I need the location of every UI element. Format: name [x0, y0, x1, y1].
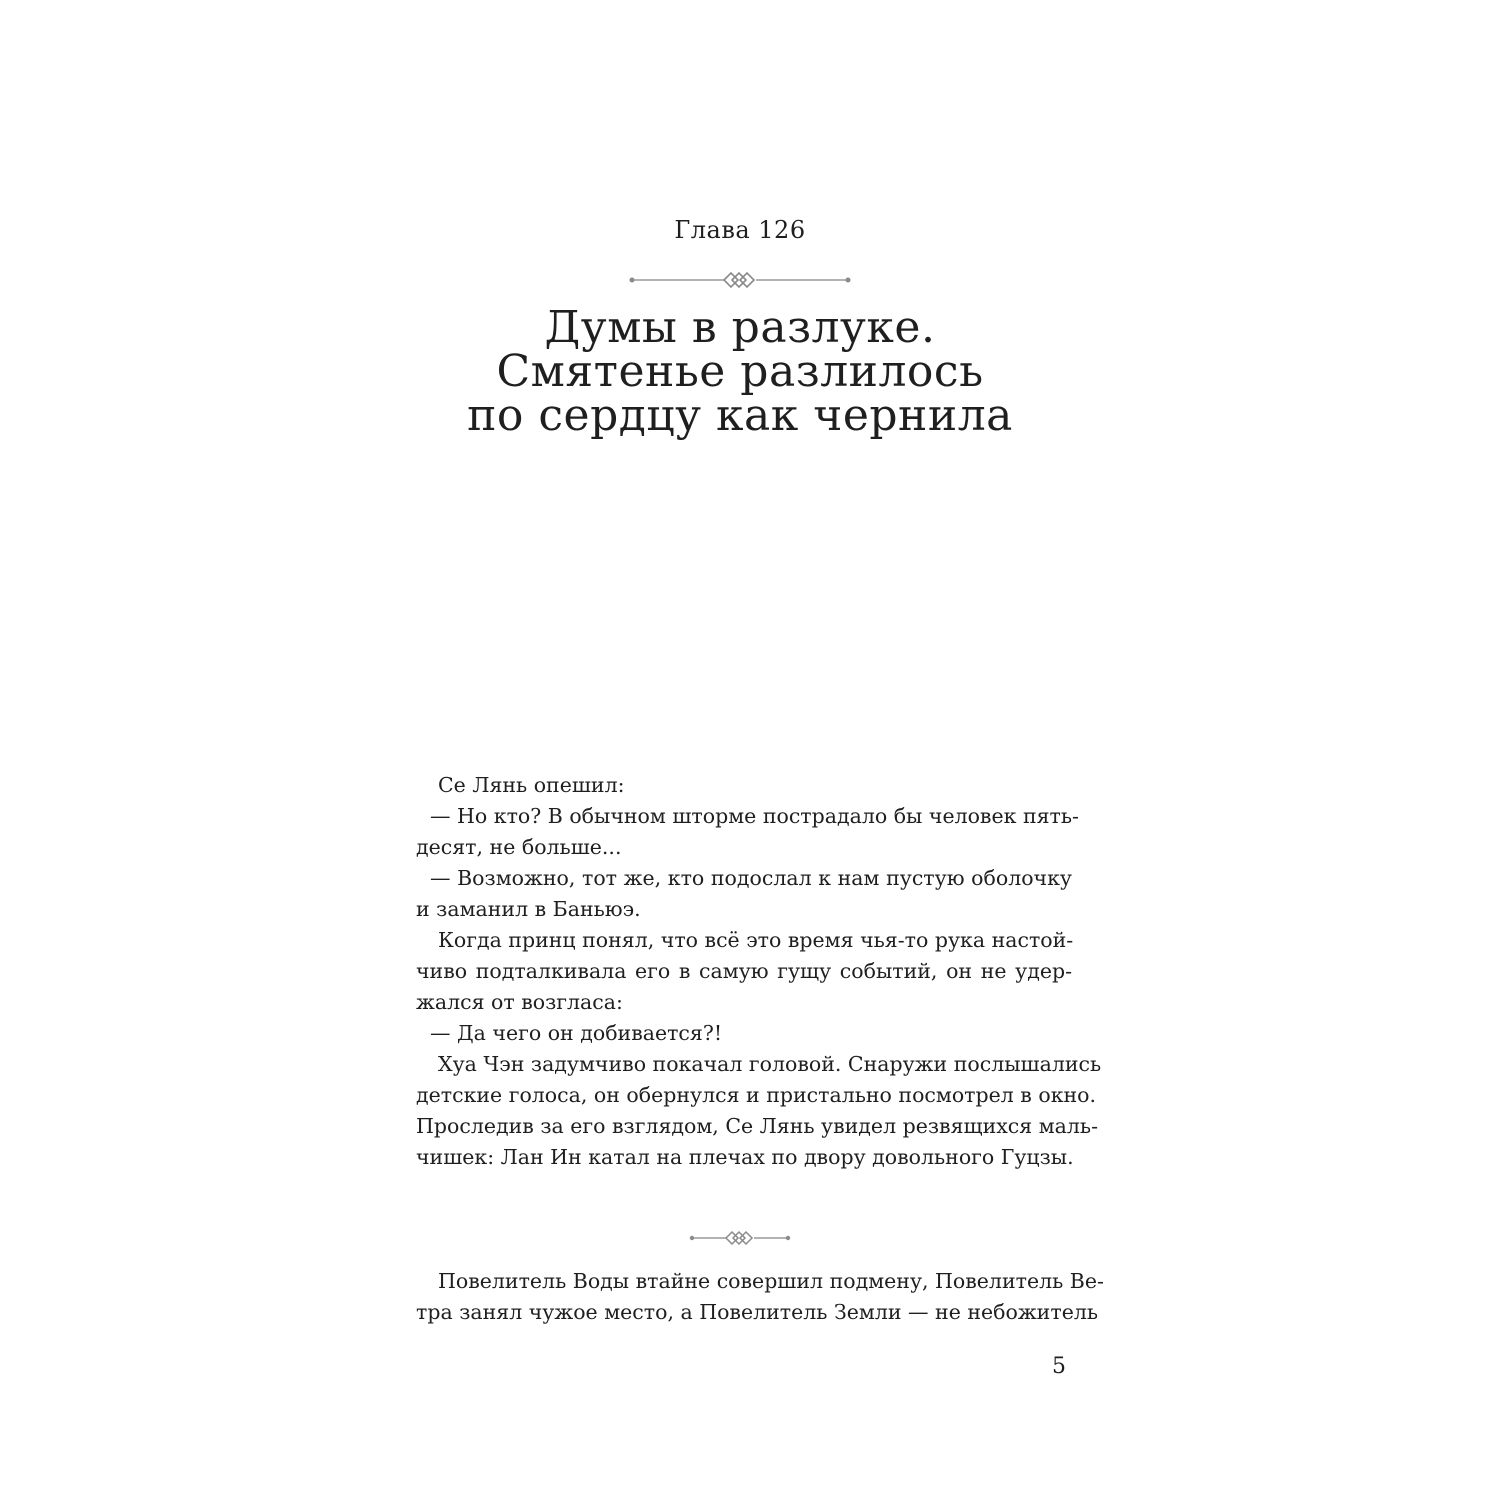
text-line: Когда принц понял, что всё это время чья-то рука настой-: [438, 928, 1074, 952]
text-line: Повелитель Воды втайне совершил подмену, Повелитель Ве-: [438, 1269, 1104, 1293]
text-line: и заманил в Баньюэ.: [416, 897, 641, 921]
text-line: тра занял чужое место, а Повелитель Земли — не небожитель: [416, 1300, 1099, 1324]
page-number: 5: [1052, 1354, 1066, 1379]
chapter-title-line-3: по сердцу как чернила: [467, 390, 1013, 441]
body-text-block-1: [416, 770, 1102, 1173]
text-line: чишек: Лан Ин катал на плечах по двору довольного Гуцзы.: [416, 1145, 1074, 1169]
ornament-divider-section: [688, 1228, 792, 1248]
text-line: десят, не больше...: [416, 835, 622, 859]
text-line: детские голоса, он обернулся и пристально посмотрел в окно.: [416, 1083, 1097, 1107]
text-line: жался от возгласа:: [416, 990, 623, 1014]
ornament-divider-top: [628, 268, 852, 292]
text-line: Се Лянь опешил:: [438, 773, 625, 797]
chapter-number: Глава 126: [674, 216, 806, 244]
text-line: — Но кто? В обычном шторме пострадало бы человек пять-: [430, 804, 1079, 828]
body-text-block-2: [416, 1266, 1104, 1328]
text-line: — Да чего он добивается?!: [430, 1021, 723, 1045]
chapter-title: [0, 302, 1480, 441]
chapter-title-line-1: Думы в разлуке.: [544, 302, 936, 353]
text-line: Проследив за его взглядом, Се Лянь увидел резвящихся маль-: [416, 1114, 1099, 1138]
text-line: Хуа Чэн задумчиво покачал головой. Снаружи послышались: [438, 1052, 1102, 1076]
chapter-title-line-2: Смятенье разлилось: [496, 346, 984, 397]
text-line: — Возможно, тот же, кто подослал к нам пустую оболочку: [430, 866, 1072, 890]
text-line: чиво подталкивала его в самую гущу событий, он не удер-: [416, 959, 1072, 983]
